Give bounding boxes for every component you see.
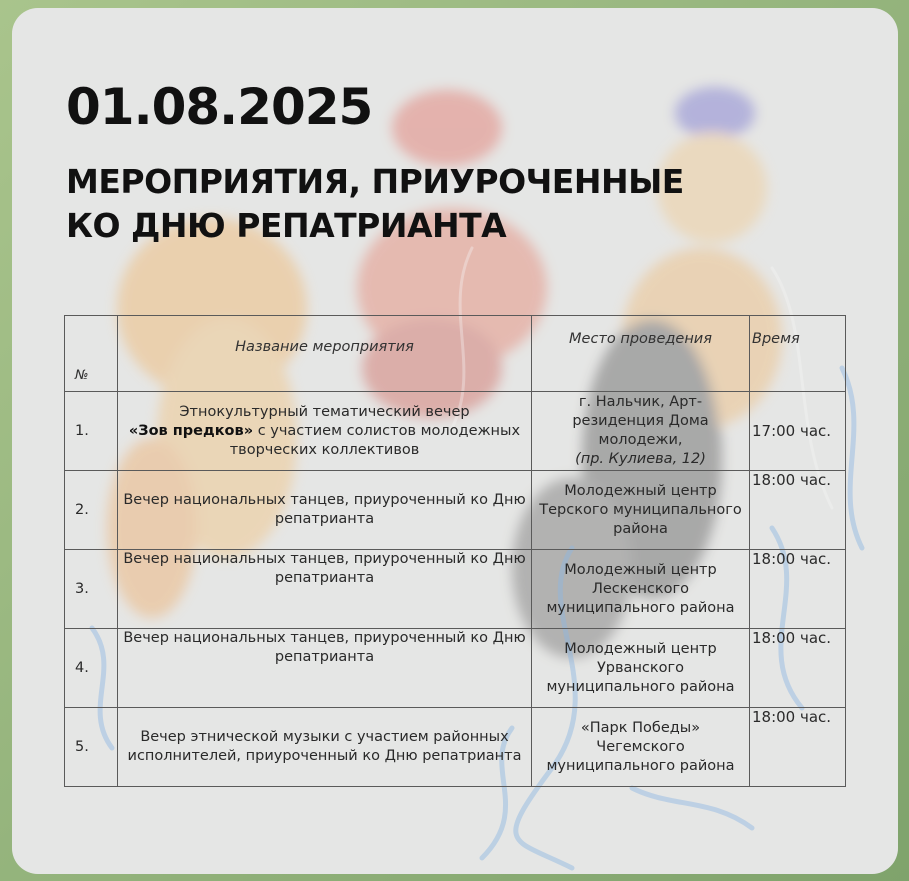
row-event-name: Вечер национальных танцев, приуроченный ко Дню репатрианта (118, 550, 532, 629)
row-number: 1. (65, 392, 118, 471)
table-row (65, 550, 846, 629)
row-venue: Молодежный центр Терского муниципального района (532, 471, 750, 550)
row-number: 3. (65, 550, 118, 629)
row-venue (532, 392, 750, 471)
table-header-row (65, 316, 846, 392)
row-number: 4. (65, 629, 118, 708)
table-row (65, 392, 846, 471)
poster-title-line-1: МЕРОПРИЯТИЯ, ПРИУРОЧЕННЫЕ (66, 162, 684, 201)
row-time: 17:00 час. (750, 392, 846, 471)
row-time: 18:00 час. (750, 550, 846, 629)
header-venue: Место проведения (532, 316, 750, 392)
poster-title-line-2: КО ДНЮ РЕПАТРИАНТА (66, 206, 507, 245)
row-venue: «Парк Победы» Чегемского муниципального района (532, 708, 750, 787)
venue-address: (пр. Кулиева, 12) (575, 451, 706, 467)
row-time: 18:00 час. (750, 471, 846, 550)
venue-text: г. Нальчик, Арт-резиденция Дома молодежи, (572, 394, 709, 448)
event-name-prefix: Этнокультурный тематический вечер (179, 403, 470, 420)
row-event-name (118, 392, 532, 471)
row-venue: Молодежный центр Лескенского муниципального района (532, 550, 750, 629)
row-number: 2. (65, 471, 118, 550)
row-venue: Молодежный центр Урванского муниципального района (532, 629, 750, 708)
header-number: № (65, 316, 118, 392)
event-name-highlight: «Зов предков» (128, 422, 254, 439)
table-row (65, 629, 846, 708)
poster-title (66, 160, 866, 248)
event-date: 01.08.2025 (66, 78, 373, 136)
row-time: 18:00 час. (750, 629, 846, 708)
row-event-name: Вечер национальных танцев, приуроченный ко Дню репатрианта (118, 629, 532, 708)
header-time: Время (750, 316, 846, 392)
event-name-suffix: с участием солистов молодежных творческих коллективов (229, 422, 521, 458)
poster-card (12, 8, 898, 874)
events-table (64, 315, 846, 787)
table-row (65, 471, 846, 550)
row-number: 5. (65, 708, 118, 787)
table-row (65, 708, 846, 787)
row-time: 18:00 час. (750, 708, 846, 787)
row-event-name: Вечер национальных танцев, приуроченный ко Дню репатрианта (118, 471, 532, 550)
header-event-name: Название мероприятия (118, 316, 532, 392)
row-event-name: Вечер этнической музыки с участием районных исполнителей, приуроченный ко Дню репатрианта (118, 708, 532, 787)
